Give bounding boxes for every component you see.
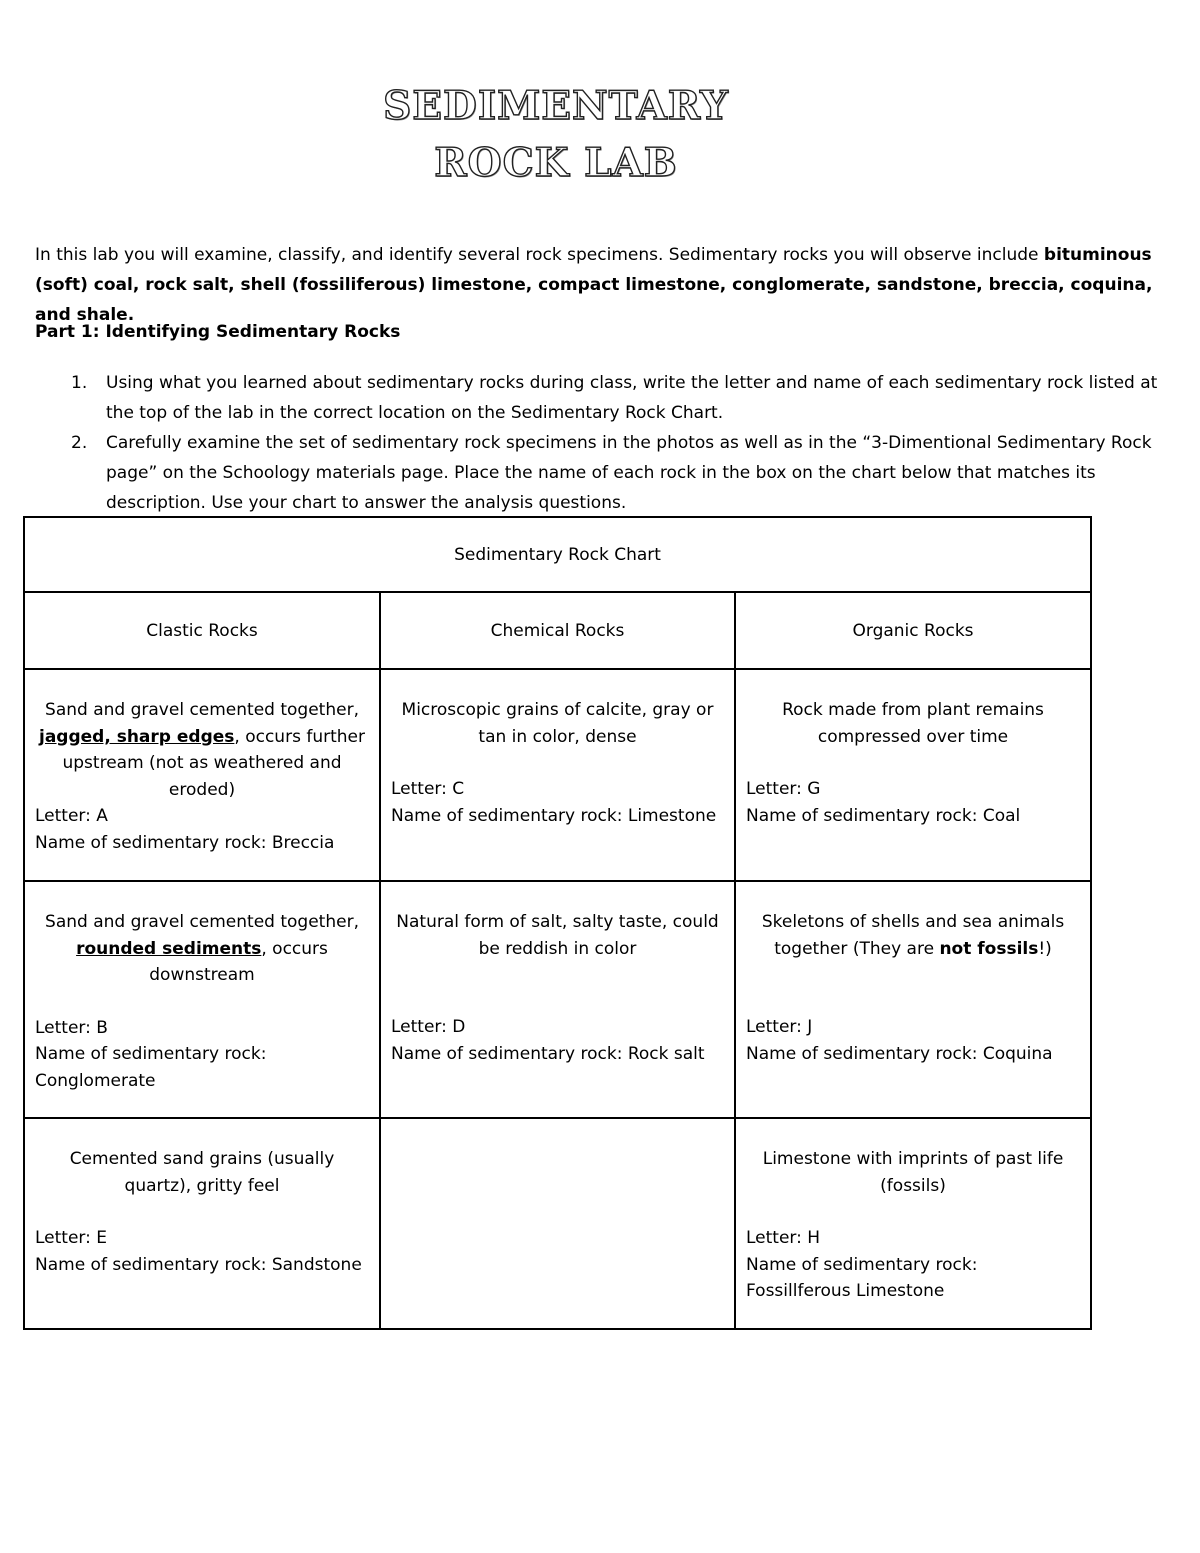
column-header-chemical: Chemical Rocks — [380, 592, 735, 669]
page-title — [0, 78, 1112, 192]
rock-description: Limestone with imprints of past life (fossils) — [762, 1149, 1064, 1196]
description-text: , occurs further upstream (not as weathered and eroded) — [62, 726, 365, 800]
spacer — [391, 988, 724, 1014]
description-text: Sand and gravel cemented together, — [45, 912, 359, 932]
instruction-number: 1. — [71, 373, 88, 393]
cell-rock-salt — [380, 881, 735, 1118]
sedimentary-rock-chart — [23, 516, 1092, 1330]
rock-name: Name of sedimentary rock: Coquina — [746, 1043, 1053, 1064]
cell-coal — [735, 669, 1091, 881]
description-text: Sand and gravel cemented together, — [45, 700, 359, 720]
rock-letter: Letter: E — [35, 1228, 107, 1248]
instruction-list — [35, 368, 1165, 518]
title-line-1: SEDIMENTARY — [383, 83, 729, 129]
rock-description — [35, 697, 369, 803]
spacer — [746, 750, 1080, 776]
instruction-text: Carefully examine the set of sedimentary rock specimens in the photos as well as in the “3-Dimentional Sedimentary Rock page” on the Schoology materials page. Place the name of each rock in the box on the chart below that matches its description. Use your chart to answer the analysis questions. — [106, 433, 1152, 513]
rock-name: Name of sedimentary rock: Sandstone — [35, 1254, 362, 1275]
instruction-text: Using what you learned about sedimentary rocks during class, write the letter and name of each sedimentary rock listed at the top of the lab in the correct location on the Sedimentary Rock Chart. — [106, 373, 1158, 423]
rock-name: Name of sedimentary rock: Coal — [746, 805, 1021, 826]
description-text: , occurs downstream — [149, 938, 328, 985]
rock-description: Microscopic grains of calcite, gray or tan in color, dense — [401, 700, 714, 747]
spacer — [746, 1199, 1080, 1225]
instruction-item — [35, 428, 1165, 518]
description-emphasis: jagged, sharp edges — [39, 726, 235, 747]
description-text: Skeletons of shells and sea animals together (They are — [761, 912, 1065, 959]
rock-description: Rock made from plant remains compressed over time — [782, 700, 1044, 747]
cell-breccia — [24, 669, 380, 881]
spacer — [746, 962, 1080, 988]
spacer — [391, 962, 724, 988]
rock-name: Name of sedimentary rock: Breccia — [35, 832, 335, 853]
column-header-clastic: Clastic Rocks — [24, 592, 380, 669]
description-emphasis: rounded sediments — [76, 938, 262, 959]
spacer — [35, 989, 369, 1015]
spacer — [746, 988, 1080, 1014]
instruction-number: 2. — [71, 433, 88, 453]
rock-letter: Letter: D — [391, 1017, 466, 1037]
intro-text: In this lab you will examine, classify, and identify several rock specimens. Sedimentary rocks you will observe include — [35, 245, 1044, 265]
cell-coquina — [735, 881, 1091, 1118]
rock-name: Name of sedimentary rock: Limestone — [391, 805, 717, 826]
chart-title: Sedimentary Rock Chart — [24, 517, 1091, 592]
cell-conglomerate — [24, 881, 380, 1118]
description-text: !) — [1038, 938, 1052, 959]
cell-empty — [380, 1118, 735, 1329]
spacer — [391, 750, 724, 776]
description-bold: not fossils — [939, 938, 1039, 959]
rock-name: Name of sedimentary rock: Fossillferous Limestone — [746, 1254, 978, 1301]
instruction-item — [35, 368, 1165, 428]
part-1-heading: Part 1: Identifying Sedimentary Rocks — [35, 322, 401, 342]
cell-limestone — [380, 669, 735, 881]
rock-letter: Letter: G — [746, 779, 821, 799]
cell-sandstone — [24, 1118, 380, 1329]
rock-letter: Letter: B — [35, 1017, 108, 1038]
rock-name: Name of sedimentary rock: Rock salt — [391, 1043, 705, 1064]
title-line-2: ROCK LAB — [434, 140, 678, 186]
intro-paragraph — [35, 240, 1165, 330]
column-header-organic: Organic Rocks — [735, 592, 1091, 669]
rock-description — [35, 909, 369, 989]
intro-rock-list: bituminous (soft) coal, rock salt, shell (fossiliferous) limestone, compact limestone, conglomerate, sandstone, breccia, coquina, and shale. — [35, 245, 1153, 325]
rock-letter: Letter: A — [35, 806, 108, 826]
rock-description: Cemented sand grains (usually quartz), gritty feel — [69, 1149, 335, 1196]
rock-letter: Letter: H — [746, 1228, 821, 1248]
rock-letter: Letter: C — [391, 779, 465, 799]
rock-description: Natural form of salt, salty taste, could be reddish in color — [396, 912, 719, 959]
spacer — [35, 1199, 369, 1225]
rock-description — [746, 909, 1080, 962]
rock-letter: Letter: J — [746, 1017, 813, 1037]
rock-name: Name of sedimentary rock: Conglomerate — [35, 1044, 267, 1091]
cell-fossiliferous-limestone — [735, 1118, 1091, 1329]
